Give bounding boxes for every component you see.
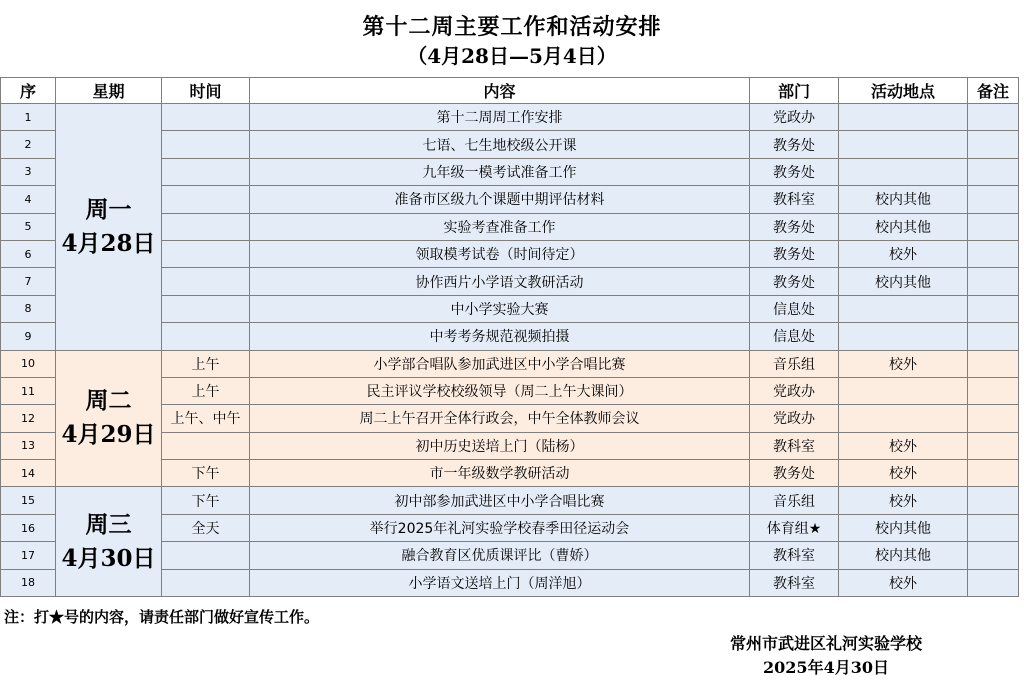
row-dept: 教务处 xyxy=(750,240,839,267)
row-remark xyxy=(968,131,1019,158)
day-date: 4月29日 xyxy=(61,421,156,449)
row-remark xyxy=(968,460,1019,487)
row-no: 5 xyxy=(1,213,56,240)
row-content: 准备市区级九个课题中期评估材料 xyxy=(250,186,750,213)
row-remark xyxy=(968,432,1019,459)
row-content: 初中历史送培上门（陆杨） xyxy=(250,432,750,459)
row-content: 中小学实验大赛 xyxy=(250,295,750,322)
divider xyxy=(0,596,1018,597)
row-location xyxy=(839,295,968,322)
row-time xyxy=(162,158,250,185)
day-cell-tuesday xyxy=(56,350,162,487)
header-remark: 备注 xyxy=(968,78,1019,104)
row-remark xyxy=(968,514,1019,541)
row-dept: 信息处 xyxy=(750,323,839,350)
row-remark xyxy=(968,186,1019,213)
row-location xyxy=(839,131,968,158)
row-time: 下午 xyxy=(162,487,250,514)
row-no: 3 xyxy=(1,158,56,185)
row-time xyxy=(162,268,250,295)
day-cell-monday xyxy=(56,104,162,351)
row-no: 12 xyxy=(1,405,56,432)
row-content: 实验考查准备工作 xyxy=(250,213,750,240)
row-dept: 信息处 xyxy=(750,295,839,322)
row-content: 周二上午召开全体行政会，中午全体教师会议 xyxy=(250,405,750,432)
page-subtitle: （4月28日—5月4日） xyxy=(407,44,617,68)
table-row xyxy=(1,104,1019,131)
row-dept: 体育组★ xyxy=(750,514,839,541)
row-dept: 教科室 xyxy=(750,569,839,596)
row-no: 11 xyxy=(1,377,56,404)
row-time xyxy=(162,213,250,240)
row-content: 融合教育区优质课评比（曹娇） xyxy=(250,542,750,569)
row-time: 上午、中午 xyxy=(162,405,250,432)
row-no: 18 xyxy=(1,569,56,596)
row-location: 校内其他 xyxy=(839,514,968,541)
row-dept: 教科室 xyxy=(750,542,839,569)
row-location xyxy=(839,158,968,185)
row-content: 领取模考试卷（时间待定） xyxy=(250,240,750,267)
row-time: 上午 xyxy=(162,350,250,377)
row-no: 4 xyxy=(1,186,56,213)
row-dept: 教务处 xyxy=(750,268,839,295)
row-location xyxy=(839,377,968,404)
row-remark xyxy=(968,268,1019,295)
row-location: 校外 xyxy=(839,240,968,267)
day-name: 周一 xyxy=(85,195,132,223)
row-remark xyxy=(968,158,1019,185)
row-remark xyxy=(968,542,1019,569)
row-location: 校内其他 xyxy=(839,268,968,295)
row-time: 上午 xyxy=(162,377,250,404)
row-remark xyxy=(968,350,1019,377)
row-remark xyxy=(968,405,1019,432)
row-dept: 音乐组 xyxy=(750,487,839,514)
row-content: 七语、七生地校级公开课 xyxy=(250,131,750,158)
footnote: 注：打★号的内容，请责任部门做好宣传工作。 xyxy=(4,608,320,626)
day-date: 4月30日 xyxy=(61,544,156,572)
row-time xyxy=(162,542,250,569)
header-weekday: 星期 xyxy=(56,78,162,104)
row-location: 校外 xyxy=(839,569,968,596)
day-name: 周二 xyxy=(85,387,132,415)
row-location: 校外 xyxy=(839,487,968,514)
row-content: 小学部合唱队参加武进区中小学合唱比赛 xyxy=(250,350,750,377)
row-location: 校内其他 xyxy=(839,213,968,240)
row-time xyxy=(162,104,250,131)
row-time xyxy=(162,131,250,158)
row-no: 1 xyxy=(1,104,56,131)
row-time: 全天 xyxy=(162,514,250,541)
page-title: 第十二周主要工作和活动安排 xyxy=(362,14,662,40)
row-content: 中考考务规范视频拍摄 xyxy=(250,323,750,350)
row-content: 第十二周周工作安排 xyxy=(250,104,750,131)
row-no: 14 xyxy=(1,460,56,487)
day-name: 周三 xyxy=(85,510,132,538)
row-no: 17 xyxy=(1,542,56,569)
row-location xyxy=(839,323,968,350)
row-dept: 教务处 xyxy=(750,460,839,487)
header-seq: 序 xyxy=(1,78,56,104)
row-content: 举行2025年礼河实验学校春季田径运动会 xyxy=(250,514,750,541)
row-no: 6 xyxy=(1,240,56,267)
row-content: 小学语文送培上门（周洋旭） xyxy=(250,569,750,596)
schedule-body xyxy=(1,104,1019,597)
header-content: 内容 xyxy=(250,78,750,104)
row-dept: 党政办 xyxy=(750,405,839,432)
row-no: 9 xyxy=(1,323,56,350)
row-no: 8 xyxy=(1,295,56,322)
header-location: 活动地点 xyxy=(839,78,968,104)
row-time xyxy=(162,569,250,596)
row-dept: 教科室 xyxy=(750,432,839,459)
row-location xyxy=(839,104,968,131)
row-remark xyxy=(968,213,1019,240)
row-location: 校内其他 xyxy=(839,186,968,213)
row-content: 九年级一模考试准备工作 xyxy=(250,158,750,185)
row-time xyxy=(162,323,250,350)
row-remark xyxy=(968,377,1019,404)
row-dept: 教科室 xyxy=(750,186,839,213)
row-location: 校内其他 xyxy=(839,542,968,569)
header-row xyxy=(1,78,1019,104)
header-dept: 部门 xyxy=(750,78,839,104)
table-row xyxy=(1,487,1019,514)
header-time: 时间 xyxy=(162,78,250,104)
row-dept: 音乐组 xyxy=(750,350,839,377)
row-no: 7 xyxy=(1,268,56,295)
row-remark xyxy=(968,295,1019,322)
row-dept: 党政办 xyxy=(750,104,839,131)
row-dept: 教务处 xyxy=(750,213,839,240)
row-dept: 教务处 xyxy=(750,158,839,185)
row-content: 协作西片小学语文教研活动 xyxy=(250,268,750,295)
day-date: 4月28日 xyxy=(61,229,156,257)
row-time: 下午 xyxy=(162,460,250,487)
row-no: 13 xyxy=(1,432,56,459)
issue-date: 2025年4月30日 xyxy=(763,658,889,677)
row-remark xyxy=(968,569,1019,596)
row-location: 校外 xyxy=(839,460,968,487)
day-cell-wednesday xyxy=(56,487,162,597)
row-content: 市一年级数学教研活动 xyxy=(250,460,750,487)
row-location: 校外 xyxy=(839,350,968,377)
row-time xyxy=(162,186,250,213)
row-dept: 教务处 xyxy=(750,131,839,158)
row-no: 10 xyxy=(1,350,56,377)
row-no: 2 xyxy=(1,131,56,158)
row-dept: 党政办 xyxy=(750,377,839,404)
row-remark xyxy=(968,323,1019,350)
table-row xyxy=(1,350,1019,377)
row-location: 校外 xyxy=(839,432,968,459)
row-no: 16 xyxy=(1,514,56,541)
row-remark xyxy=(968,240,1019,267)
row-time xyxy=(162,240,250,267)
schedule-table xyxy=(0,77,1019,597)
row-time xyxy=(162,295,250,322)
row-no: 15 xyxy=(1,487,56,514)
row-location xyxy=(839,405,968,432)
row-content: 民主评议学校校级领导（周二上午大课间） xyxy=(250,377,750,404)
row-time xyxy=(162,432,250,459)
school-signature: 常州市武进区礼河实验学校 xyxy=(729,634,922,653)
row-content: 初中部参加武进区中小学合唱比赛 xyxy=(250,487,750,514)
row-remark xyxy=(968,104,1019,131)
row-remark xyxy=(968,487,1019,514)
